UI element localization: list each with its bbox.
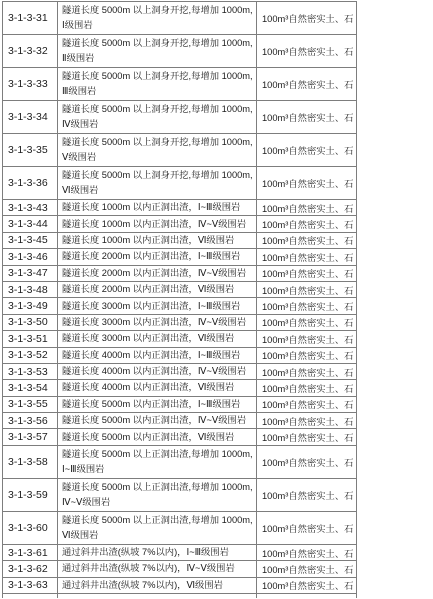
row-code: 3-1-3-51 [3,331,58,346]
row-unit: 100m³自然密实土、石 [257,479,357,511]
row-code: 3-1-3-48 [3,282,58,297]
row-description [58,216,257,231]
table-row [3,397,357,413]
row-unit: 100m³自然密实土、石 [257,397,357,412]
table-row [3,266,357,282]
row-description-line: Ⅳ~Ⅴ级围岩 [62,496,111,507]
row-unit: 100m³自然密实土、石 [257,315,357,330]
row-description [58,266,257,281]
table-row [3,545,357,561]
row-unit: 100m³自然密实土、石 [257,216,357,231]
row-description [58,249,257,264]
row-description [58,167,257,199]
row-code: 3-1-3-32 [3,35,58,67]
row-description-line: 通过斜井出渣(纵坡 7%以内)，Ⅳ~Ⅴ级围岩 [62,563,235,574]
row-description [58,282,257,297]
row-description-line: 隧道长度 2000m 以内正洞出渣，Ⅳ~Ⅴ级围岩 [62,267,247,278]
row-description [58,331,257,346]
row-unit: 100m³自然密实土、石 [257,380,357,395]
row-description-line: 隧道长度 1000m 以内正洞出渣，Ⅵ级围岩 [62,234,235,245]
row-unit: 100m³自然密实土、石 [257,200,357,215]
row-code: 3-1-3-55 [3,397,58,412]
table-row [3,167,357,200]
row-description-line: 隧道长度 2000m 以内正洞出渣，Ⅰ~Ⅲ级围岩 [62,251,241,262]
row-description-line: Ⅵ级围岩 [62,185,99,195]
row-description-line: Ⅱ级围岩 [62,53,95,63]
row-code: 3-1-3-31 [3,2,58,34]
row-code: 3-1-3-35 [3,134,58,166]
row-unit: 100m³自然密实土、石 [257,101,357,133]
row-unit: 100m³自然密实土、石 [257,2,357,34]
row-description [58,2,257,34]
row-unit: 100m³自然密实土、石 [257,561,357,576]
table-row [3,331,357,347]
row-unit: 100m³自然密实土、石 [257,413,357,428]
table-row [3,561,357,577]
row-description [58,545,257,560]
row-description-line: 隧道长度 3000m 以内正洞出渣，Ⅰ~Ⅲ级围岩 [62,300,241,311]
row-unit: 100m³自然密实土、石 [257,364,357,379]
row-unit: 100m³自然密实土、石 [257,249,357,264]
quota-table [2,1,357,598]
row-description-line: 隧道长度 4000m 以内正洞出渣，Ⅵ级围岩 [62,382,235,393]
row-description-line: 隧道长度 5000m 以上洞身开挖,每增加 1000m, [62,104,253,114]
table-row [3,233,357,249]
row-description-line: 隧道长度 2000m 以内正洞出渣，Ⅵ级围岩 [62,284,235,295]
row-description-line: 隧道长度 5000m 以上正洞出渣,每增加 1000m, [62,448,253,459]
row-description [58,233,257,248]
row-description-line: Ⅰ级围岩 [62,20,93,30]
table-row [3,348,357,364]
row-description-line: 隧道长度 5000m 以上洞身开挖,每增加 1000m, [62,71,253,81]
row-code: 3-1-3-63 [3,578,58,593]
row-code: 3-1-3-60 [3,512,58,544]
row-code: 3-1-3-45 [3,233,58,248]
row-code: 3-1-3-53 [3,364,58,379]
row-description-line: 隧道长度 5000m 以内正洞出渣，Ⅵ级围岩 [62,431,235,442]
table-row [3,512,357,545]
row-code: 3-1-3-36 [3,167,58,199]
row-description-line: 隧道长度 3000m 以内正洞出渣，Ⅳ~Ⅴ级围岩 [62,316,247,327]
row-unit: 100m³自然密实土、石 [257,266,357,281]
table-row [3,101,357,134]
row-unit: 100m³自然密实土、石 [257,545,357,560]
row-description [58,200,257,215]
row-code: 3-1-3-33 [3,68,58,100]
row-unit: 100m³自然密实土、石 [257,512,357,544]
row-code: 3-1-3-46 [3,249,58,264]
row-code: 3-1-3-57 [3,429,58,444]
row-description [58,315,257,330]
row-unit: 100m³自然密实土、石 [257,578,357,593]
row-description-line: Ⅵ级围岩 [62,529,99,540]
table-row [3,282,357,298]
row-code: 3-1-3-47 [3,266,58,281]
table-row-partial [3,594,357,598]
row-code: 3-1-3-50 [3,315,58,330]
table-row [3,380,357,396]
row-unit: 100m³自然密实土、石 [257,298,357,313]
row-code: 3-1-3-54 [3,380,58,395]
row-description-line: 隧道长度 1000m 以内正洞出渣，Ⅳ~Ⅴ级围岩 [62,218,247,229]
row-code: 3-1-3-62 [3,561,58,576]
row-description-line: 通过斜井出渣(纵坡 7%以内)，Ⅰ~Ⅲ级围岩 [62,547,229,558]
row-unit-cell [257,594,357,598]
row-unit: 100m³自然密实土、石 [257,348,357,363]
row-description-line: 隧道长度 5000m 以上洞身开挖,每增加 1000m, [62,170,253,180]
row-description [58,512,257,544]
row-code: 3-1-3-61 [3,545,58,560]
row-unit: 100m³自然密实土、石 [257,429,357,444]
table-row [3,2,357,35]
row-description-line: Ⅳ级围岩 [62,119,99,129]
row-unit: 100m³自然密实土、石 [257,68,357,100]
table-row [3,298,357,314]
table-row [3,315,357,331]
row-description-line: Ⅴ级围岩 [62,152,97,162]
row-description [58,348,257,363]
table-row [3,578,357,594]
row-unit: 100m³自然密实土、石 [257,282,357,297]
row-description [58,397,257,412]
table-row [3,68,357,101]
table-row [3,364,357,380]
row-description [58,35,257,67]
row-description-line: Ⅰ~Ⅲ级围岩 [62,463,105,474]
row-code-cell [3,594,58,598]
row-description [58,578,257,593]
table-row [3,200,357,216]
row-description [58,298,257,313]
row-description-line: 隧道长度 5000m 以内正洞出渣，Ⅳ~Ⅴ级围岩 [62,415,247,426]
row-description [58,101,257,133]
row-description-line: 隧道长度 5000m 以上洞身开挖,每增加 1000m, [62,5,253,15]
row-code: 3-1-3-56 [3,413,58,428]
row-code: 3-1-3-43 [3,200,58,215]
row-code: 3-1-3-44 [3,216,58,231]
row-code: 3-1-3-49 [3,298,58,313]
row-description-line: 隧道长度 3000m 以内正洞出渣，Ⅵ级围岩 [62,333,235,344]
row-unit: 100m³自然密实土、石 [257,446,357,478]
row-description-line: 隧道长度 5000m 以上洞身开挖,每增加 1000m, [62,137,253,147]
row-description [58,479,257,511]
row-code: 3-1-3-34 [3,101,58,133]
table-row [3,479,357,512]
row-description [58,429,257,444]
row-unit: 100m³自然密实土、石 [257,35,357,67]
row-description [58,364,257,379]
row-description-line: 隧道长度 1000m 以内正洞出渣，Ⅰ~Ⅲ级围岩 [62,202,241,213]
table-row [3,413,357,429]
row-unit: 100m³自然密实土、石 [257,233,357,248]
row-description-line: 隧道长度 5000m 以上洞身开挖,每增加 1000m, [62,38,253,48]
row-description-cell [58,594,257,598]
row-description-line: Ⅲ级围岩 [62,86,97,96]
row-description-line: 隧道长度 4000m 以内正洞出渣，Ⅳ~Ⅴ级围岩 [62,366,247,377]
row-description-line: 隧道长度 5000m 以上正洞出渣,每增加 1000m, [62,481,253,492]
row-description [58,446,257,478]
row-description-line: 通过斜井出渣(纵坡 7%以内)，Ⅵ级围岩 [62,579,223,590]
row-unit: 100m³自然密实土、石 [257,134,357,166]
row-code: 3-1-3-58 [3,446,58,478]
row-description [58,413,257,428]
row-description [58,68,257,100]
row-description [58,380,257,395]
table-row [3,35,357,68]
table-row [3,446,357,479]
row-description-line: 隧道长度 4000m 以内正洞出渣，Ⅰ~Ⅲ级围岩 [62,349,241,360]
table-row [3,216,357,232]
row-description [58,561,257,576]
table-row [3,429,357,445]
row-code: 3-1-3-52 [3,348,58,363]
row-unit: 100m³自然密实土、石 [257,331,357,346]
table-row [3,249,357,265]
table-row [3,134,357,167]
row-code: 3-1-3-59 [3,479,58,511]
row-description-line: 隧道长度 5000m 以内正洞出渣，Ⅰ~Ⅲ级围岩 [62,398,241,409]
row-unit: 100m³自然密实土、石 [257,167,357,199]
row-description [58,134,257,166]
row-description-line: 隧道长度 5000m 以上正洞出渣,每增加 1000m, [62,514,253,525]
